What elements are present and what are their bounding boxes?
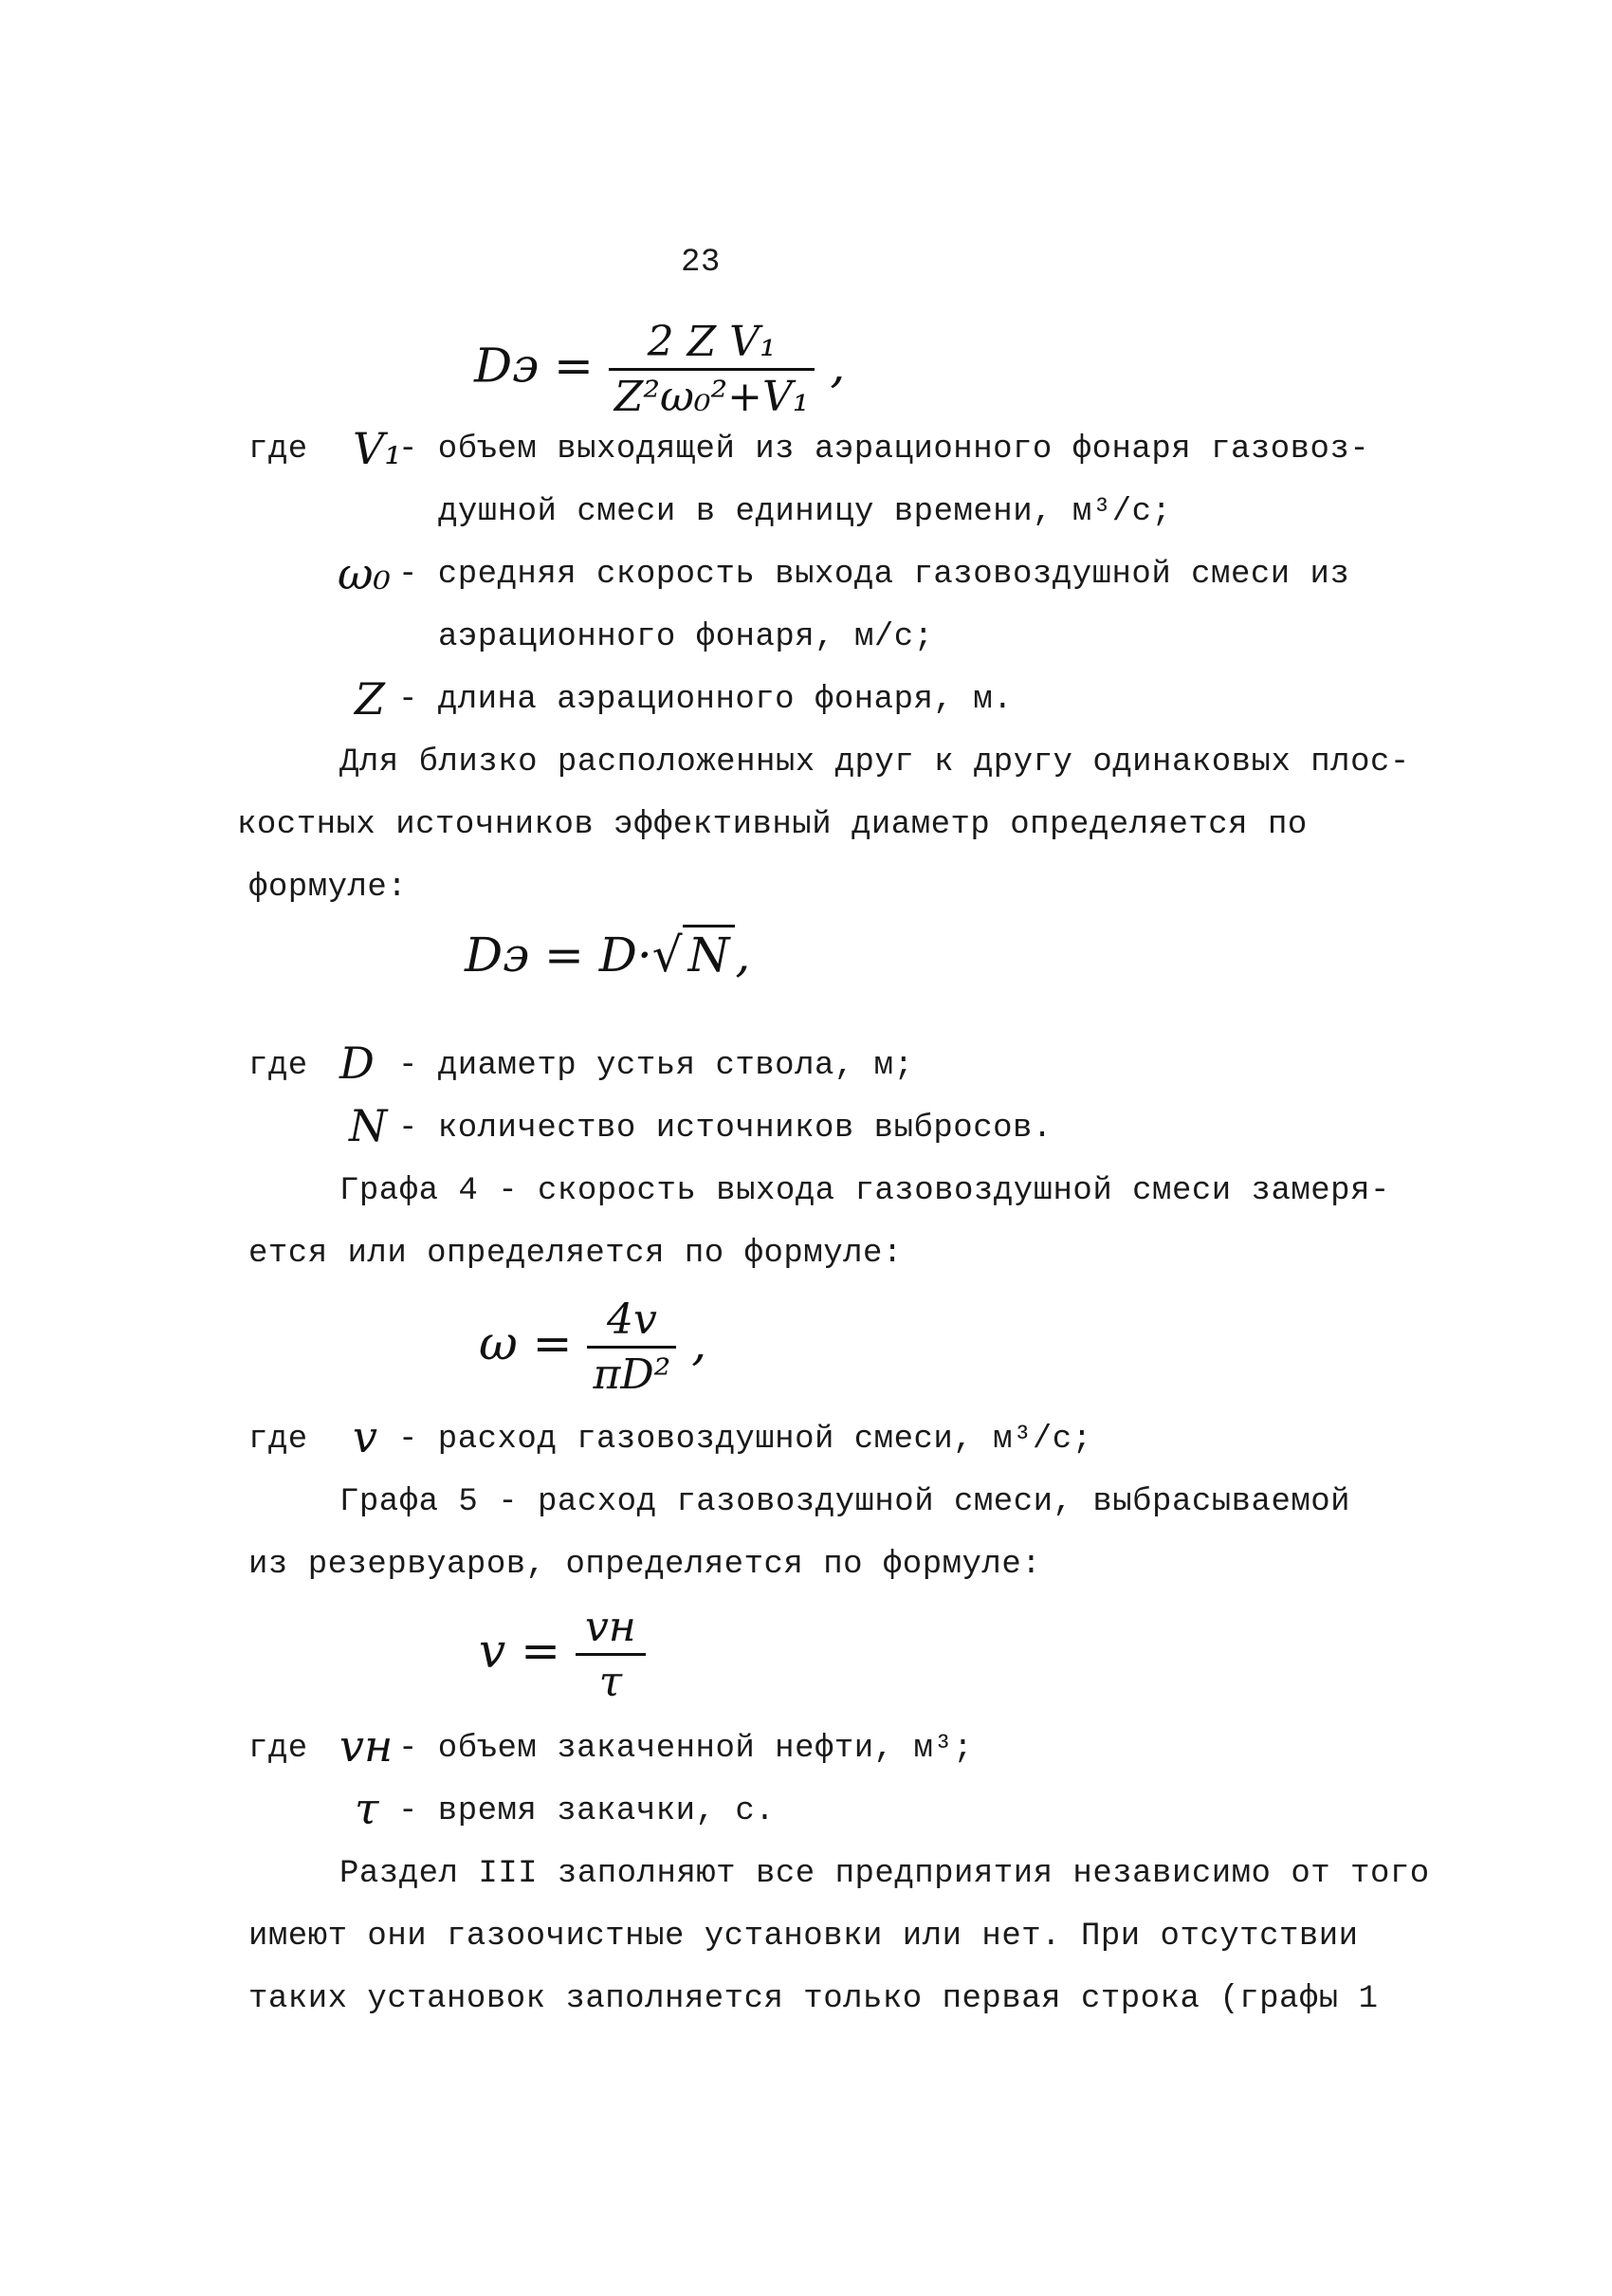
formula-trail: , (691, 1315, 707, 1371)
formula-exit-velocity (479, 1295, 706, 1399)
where-label-2: где (248, 1048, 308, 1084)
fraction-bar (587, 1346, 676, 1349)
formula-radicand: N (683, 925, 736, 983)
symbol-d: D (339, 1038, 375, 1089)
formula-numerator: 4v (606, 1295, 657, 1344)
formula-numerator: 2 Z V₁ (647, 318, 777, 366)
formula-lhs: Dэ = (474, 338, 594, 394)
symbol-v1: V₁ (353, 423, 402, 474)
formula-lhs: Dэ = D· (465, 928, 652, 983)
para4-line3: таких установок заполняется только первая строка (графы 1 (248, 1981, 1379, 2017)
formula-denominator: τ (598, 1658, 623, 1706)
symbol-n: N (349, 1100, 388, 1151)
para4-line1: Раздел III заполняют все предприятия независимо от того (339, 1856, 1430, 1892)
def-v1-line1: - объем выходящей из аэрационного фонаря газовоз- (398, 432, 1370, 468)
def-v1-line2: душной смеси в единицу времени, м³/с; (438, 494, 1172, 530)
formula-effective-diameter-lantern (474, 318, 845, 421)
formula-fraction (587, 1295, 676, 1399)
para1-line1: Для близко расположенных друг к другу одинаковых плос- (339, 744, 1410, 781)
formula-effective-diameter-group (465, 928, 750, 983)
symbol-omega0: ω₀ (338, 548, 391, 599)
formula-trail: , (830, 338, 846, 394)
symbol-v: v (353, 1411, 377, 1462)
formula-lhs: v = (479, 1623, 561, 1679)
def-v: - расход газовоздушной смеси, м³/с; (398, 1422, 1092, 1458)
def-z-line1: - длина аэрационного фонаря, м. (398, 682, 1014, 718)
where-label-1: где (248, 432, 308, 468)
fraction-bar (576, 1653, 646, 1656)
formula-trail: , (735, 928, 751, 983)
para2-line2: ется или определяется по формуле: (248, 1236, 903, 1272)
sqrt-sign: √ (651, 928, 683, 983)
def-d: - диаметр устья ствола, м; (398, 1048, 914, 1084)
formula-fraction (576, 1603, 646, 1706)
fraction-bar (609, 368, 815, 371)
formula-lhs: ω = (479, 1315, 573, 1371)
def-n: - количество источников выбросов. (398, 1111, 1053, 1147)
where-label-4: где (248, 1731, 308, 1767)
para1-line2: костных источников эффективный диаметр определяется по (237, 807, 1308, 843)
para1-line3: формуле: (248, 870, 408, 906)
para3-line1: Графа 5 - расход газовоздушной смеси, выбрасываемой (339, 1484, 1351, 1520)
def-vn: - объем закаченной нефти, м³; (398, 1731, 974, 1767)
def-tau: - время закачки, с. (398, 1793, 776, 1829)
formula-denominator: Z²ω₀²+V₁ (614, 373, 810, 421)
formula-fraction (609, 318, 815, 421)
symbol-tau: τ (355, 1783, 379, 1834)
para2-line1: Графа 4 - скорость выхода газовоздушной смеси замеря- (339, 1173, 1390, 1209)
def-omega0-line2: аэрационного фонаря, м/с; (438, 619, 934, 655)
para4-line2: имеют они газоочистные установки или нет. При отсутствии (248, 1919, 1359, 1955)
symbol-vn: vн (339, 1720, 394, 1772)
where-label-3: где (248, 1422, 308, 1458)
def-omega0-line1: - средняя скорость выхода газовоздушной смеси из (398, 557, 1350, 593)
formula-tank-flow (479, 1603, 646, 1706)
formula-denominator: πD² (593, 1350, 671, 1399)
para3-line2: из резервуаров, определяется по формуле: (248, 1547, 1042, 1583)
page-number: 23 (681, 245, 721, 281)
formula-numerator: vн (584, 1603, 636, 1651)
symbol-z: Z (355, 673, 385, 725)
